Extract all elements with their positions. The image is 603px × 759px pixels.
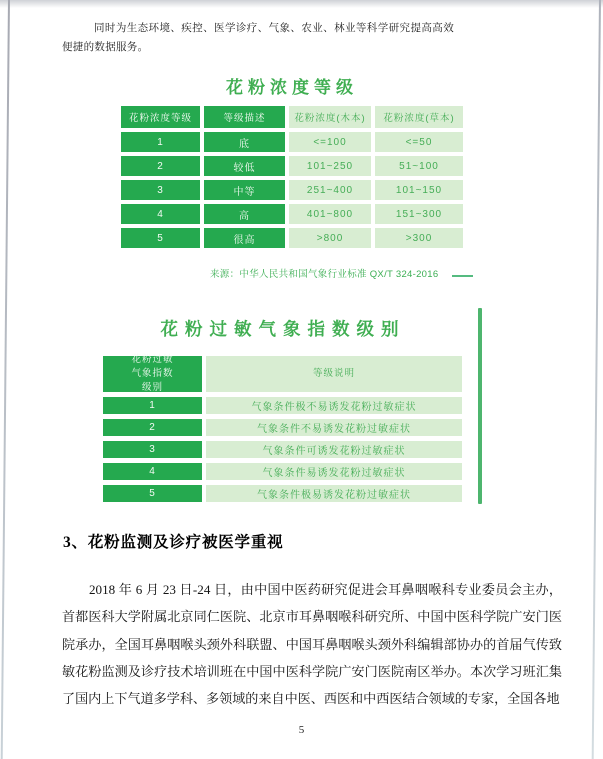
page-number: 5 xyxy=(298,724,305,736)
green-accent-bar xyxy=(478,308,482,504)
table-cell: 151~300 xyxy=(375,204,463,224)
table-cell: 51~100 xyxy=(375,156,463,176)
source-underline-divider xyxy=(452,275,473,277)
table-cell: 气象条件极易诱发花粉过敏症状 xyxy=(206,485,462,502)
table-header-cell: 等级描述 xyxy=(204,106,285,128)
table-cell: 较低 xyxy=(204,156,285,176)
table-header-cell: 花粉浓度(草本) xyxy=(375,106,463,128)
table-cell: 2 xyxy=(103,419,202,436)
table-cell: 101~150 xyxy=(375,180,463,200)
table-cell: <=50 xyxy=(375,132,463,152)
table-cell: 101~250 xyxy=(289,156,371,176)
table-cell: 5 xyxy=(121,228,200,248)
section-heading: 3、花粉监测及诊疗被医学重视 xyxy=(63,534,284,551)
page-edge-right xyxy=(592,0,601,759)
table-cell: 4 xyxy=(121,204,200,224)
table-cell: 气象条件易诱发花粉过敏症状 xyxy=(206,463,462,480)
intro-paragraph: 同时为生态环境、疾控、医学诊疗、气象、农业、林业等科学研究提高高效便捷的数据服务。 xyxy=(62,23,454,53)
pollen-concentration-table xyxy=(121,106,463,248)
table-cell: 气象条件可诱发花粉过敏症状 xyxy=(206,441,462,458)
table-cell: 2 xyxy=(121,156,200,176)
allergy-index-title: 花粉过敏气象指数级别 xyxy=(160,319,406,339)
table-cell: 底 xyxy=(204,132,285,152)
table-cell: 气象条件极不易诱发花粉过敏症状 xyxy=(206,397,462,414)
table-cell: 中等 xyxy=(204,180,285,200)
page-edge-left xyxy=(1,0,10,759)
page-top-shadow xyxy=(0,0,603,8)
table-cell: <=100 xyxy=(289,132,371,152)
allergy-index-table xyxy=(103,353,462,502)
table-cell: 高 xyxy=(204,204,285,224)
pollen-concentration-title: 花粉浓度等级 xyxy=(226,78,358,97)
table-header-cell: 花粉浓度等级 xyxy=(121,106,200,128)
table-cell: 401~800 xyxy=(289,204,371,224)
table-cell: 很高 xyxy=(204,228,285,248)
table-header-cell: 等级说明 xyxy=(206,356,462,392)
table-cell: >800 xyxy=(289,228,371,248)
table-cell: 1 xyxy=(103,397,202,414)
table-header-cell: 花粉过敏气象指数级别 xyxy=(103,356,202,392)
table-cell: 5 xyxy=(103,485,202,502)
table-cell: 4 xyxy=(103,463,202,480)
body-paragraph: 2018 年 6 月 23 日-24 日，由中国中医药研究促进会耳鼻咽喉科专业委员会主办，首都医科大学附属北京同仁医院、北京市耳鼻咽喉科研究所、中国中医科学院广安门医院承办，全国耳鼻咽喉头颈外科联盟、中国耳鼻咽喉头颈外科编辑部协办的首届气传致敏花粉监测及诊疗技术培训班在中国中医科学院广安门医院南区举办。本次学习班汇集了国内上下气道多学科、多领域的来自中医、西医和中西医结合领域的专家，全国各地 xyxy=(62,582,562,707)
table-cell: >300 xyxy=(375,228,463,248)
table-header-cell: 花粉浓度(木本) xyxy=(289,106,371,128)
source-note: 来源：中华人民共和国气象行业标准 QX/T 324-2016 xyxy=(210,269,439,280)
table-cell: 1 xyxy=(121,132,200,152)
table-cell: 3 xyxy=(121,180,200,200)
table-cell: 气象条件不易诱发花粉过敏症状 xyxy=(206,419,462,436)
table-cell: 251~400 xyxy=(289,180,371,200)
table-cell: 3 xyxy=(103,441,202,458)
